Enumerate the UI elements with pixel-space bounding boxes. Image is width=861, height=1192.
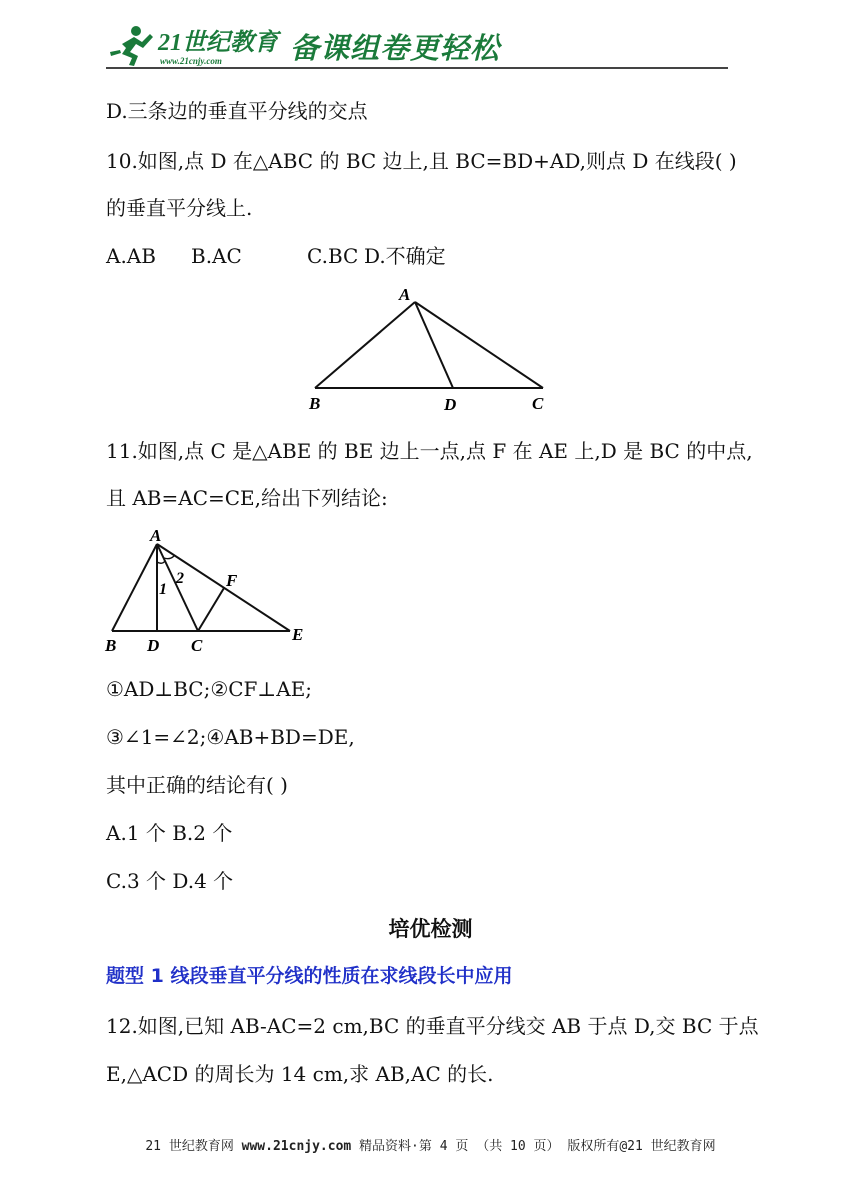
q11-line2: 且 AB=AC=CE,给出下列结论: [106, 486, 388, 510]
q11-conclusion-1-2: ①AD⊥BC;②CF⊥AE; [106, 677, 313, 701]
section-title: 培优检测 [388, 917, 473, 941]
label-b: B [309, 394, 321, 413]
q11-triangle-figure [100, 522, 320, 660]
q10-option-c: C.BC [307, 244, 359, 268]
header-logo [108, 22, 288, 70]
option-d-continued: D.三条边的垂直平分线的交点 [106, 99, 368, 123]
footer-right: 精品资料·第 4 页 （共 10 页） 版权所有@21 世纪教育网 [351, 1139, 716, 1154]
segment-ab [112, 544, 157, 631]
q10-option-d: D.不确定 [364, 244, 446, 268]
q10-triangle-figure [300, 282, 560, 414]
page-footer [0, 1139, 861, 1155]
label-c: C [532, 394, 544, 413]
q11-line1: 11.如图,点 C 是△ABE 的 BE 边上一点,点 F 在 AE 上,D 是 BC 的中点, [106, 439, 753, 463]
label-d: D [444, 395, 457, 414]
q10-line1: 10.如图,点 D 在△ABC 的 BC 边上,且 BC=BD+AD,则点 D 在线段( ) [106, 149, 737, 173]
q10-option-a: A.AB [106, 244, 156, 268]
q11-options-cd: C.3 个 D.4 个 [106, 869, 234, 893]
runner-icon [110, 26, 153, 66]
angle-1-arc [157, 561, 165, 563]
label-e: E [292, 625, 304, 644]
q11-conclusion-3-4: ③∠1=∠2;④AB+BD=DE, [106, 725, 355, 749]
q11-options-ab: A.1 个 B.2 个 [106, 821, 233, 845]
logo-url: www.21cnjy.com [160, 56, 222, 66]
label-angle-1: 1 [159, 581, 167, 598]
label-c: C [191, 636, 203, 655]
label-angle-2: 2 [176, 570, 184, 587]
q10-line2: 的垂直平分线上. [106, 196, 253, 220]
footer-site-link[interactable]: www.21cnjy.com [241, 1139, 352, 1154]
q10-option-b: B.AC [191, 244, 242, 268]
label-a: A [399, 285, 411, 304]
header-divider [106, 67, 728, 69]
logo-text: 21世纪教育 [158, 30, 278, 56]
header-slogan: 备课组卷更轻松 [290, 31, 501, 65]
label-f: F [226, 571, 238, 590]
q12-line2: E,△ACD 的周长为 14 cm,求 AB,AC 的长. [106, 1062, 494, 1086]
footer-left: 21 世纪教育网 [145, 1139, 242, 1154]
type-heading: 题型 1 线段垂直平分线的性质在求线段长中应用 [106, 965, 513, 987]
segment-ab [315, 302, 415, 388]
q11-prompt: 其中正确的结论有( ) [106, 773, 288, 797]
label-b: B [105, 636, 117, 655]
label-d: D [147, 636, 160, 655]
angle-2-arc [164, 556, 174, 559]
label-a: A [150, 526, 162, 545]
segment-cf [198, 588, 224, 631]
q12-line1: 12.如图,已知 AB-AC=2 cm,BC 的垂直平分线交 AB 于点 D,交 BC 于点 [106, 1014, 759, 1038]
